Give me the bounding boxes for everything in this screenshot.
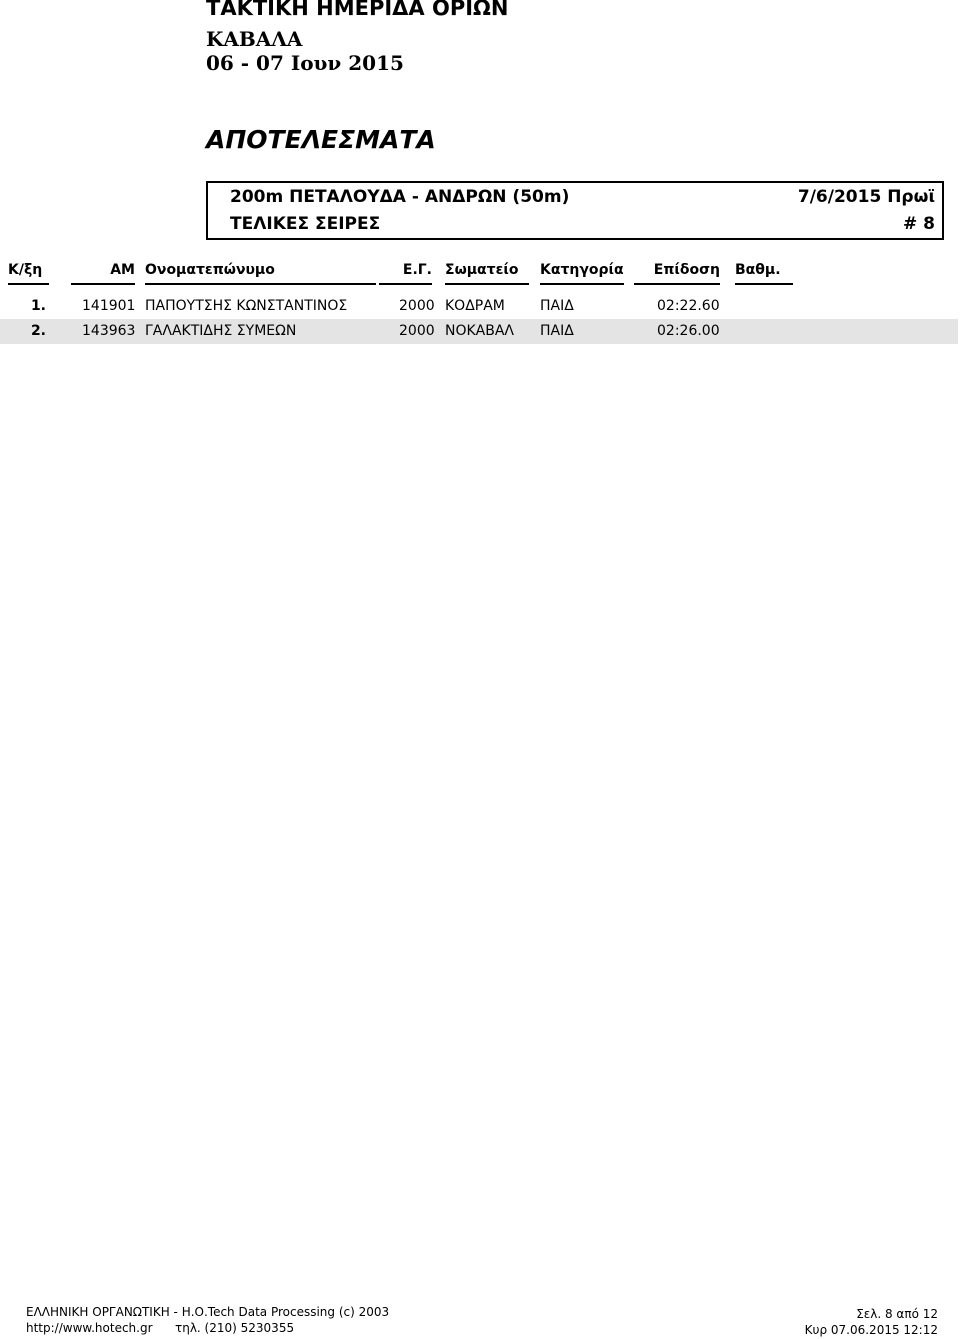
meet-dates: 06 - 07 Ιουν 2015 bbox=[206, 51, 404, 75]
row-birth-year: 2000 bbox=[399, 298, 435, 314]
event-date-session: 7/6/2015 Πρωϊ bbox=[797, 187, 935, 207]
row-rank: 1. bbox=[30, 298, 46, 314]
row-time: 02:22.60 bbox=[657, 298, 720, 314]
row-category: ΠΑΙΔ bbox=[540, 298, 574, 314]
column-header-birth-year: Ε.Γ. bbox=[379, 262, 432, 285]
row-club: ΚΟΔΡΑΜ bbox=[445, 298, 505, 314]
event-round: ΤΕΛΙΚΕΣ ΣΕΙΡΕΣ bbox=[230, 214, 381, 234]
row-name: ΠΑΠΟΥΤΣΗΣ ΚΩΝΣΤΑΝΤΙΝΟΣ bbox=[145, 298, 348, 314]
event-name: 200m ΠΕΤΑΛΟΥΔΑ - ΑΝΔΡΩΝ (50m) bbox=[230, 187, 570, 207]
row-birth-year: 2000 bbox=[399, 323, 435, 339]
column-header-rank: Κ/ξη bbox=[8, 262, 49, 285]
column-header-name: Ονοματεπώνυμο bbox=[145, 262, 376, 285]
table-row bbox=[0, 294, 958, 319]
event-box bbox=[206, 181, 944, 240]
column-header-am: ΑΜ bbox=[71, 262, 135, 285]
footer-print-timestamp: Κυρ 07.06.2015 12:12 bbox=[804, 1323, 938, 1337]
column-header-category: Κατηγορία bbox=[540, 262, 624, 285]
results-heading: ΑΠΟΤΕΛΕΣΜΑΤΑ bbox=[206, 125, 436, 154]
footer-website: http://www.hotech.gr bbox=[26, 1321, 153, 1335]
footer-page-number: Σελ. 8 από 12 bbox=[856, 1307, 938, 1321]
row-rank: 2. bbox=[30, 323, 46, 339]
meet-city: ΚΑΒΑΛΑ bbox=[206, 27, 303, 51]
row-am: 143963 bbox=[82, 323, 136, 339]
row-time: 02:26.00 bbox=[657, 323, 720, 339]
column-header-club: Σωματείο bbox=[445, 262, 529, 285]
footer-phone: τηλ. (210) 5230355 bbox=[175, 1321, 295, 1335]
table-row bbox=[0, 319, 958, 344]
meet-title: ΤΑΚΤΙΚΗ ΗΜΕΡΙΔΑ ΟΡΙΩΝ bbox=[206, 0, 509, 20]
row-name: ΓΑΛΑΚΤΙΔΗΣ ΣΥΜΕΩΝ bbox=[145, 323, 297, 339]
row-am: 141901 bbox=[82, 298, 136, 314]
column-header-points: Βαθμ. bbox=[735, 262, 793, 285]
column-header-time: Επίδοση bbox=[634, 262, 720, 285]
event-heat-number: # 8 bbox=[903, 214, 935, 234]
row-category: ΠΑΙΔ bbox=[540, 323, 574, 339]
row-club: ΝΟΚΑΒΑΛ bbox=[445, 323, 515, 339]
footer-organization: ΕΛΛΗΝΙΚΗ ΟΡΓΑΝΩΤΙΚΗ - Η.Ο.Tech Data Processing (c) 2003 bbox=[26, 1305, 390, 1319]
